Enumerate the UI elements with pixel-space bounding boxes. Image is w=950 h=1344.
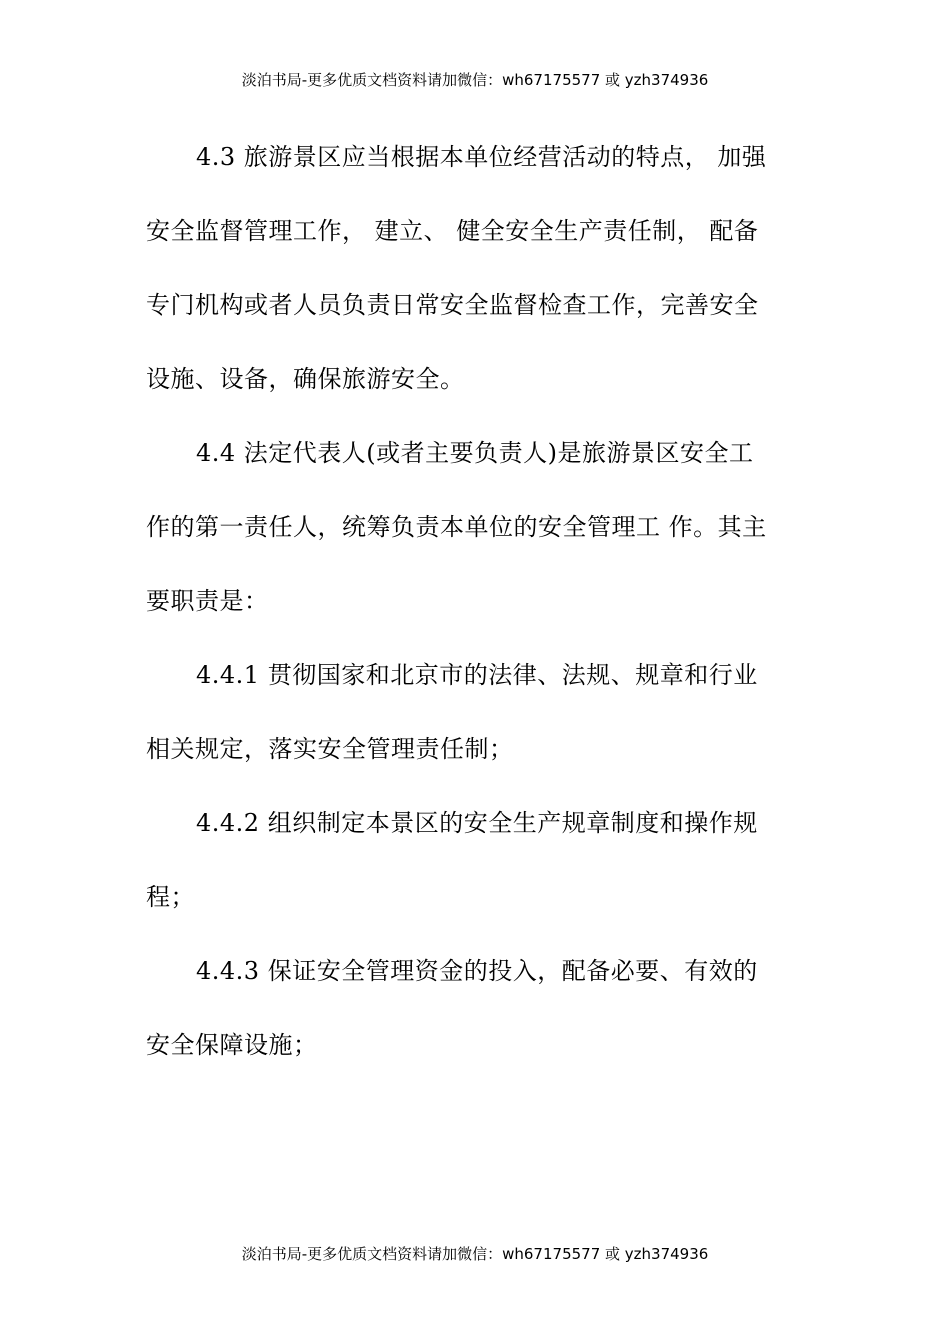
text-line: 安全监督管理工作， 建立、 健全安全生产责任制， 配备 [146,217,759,245]
text-line: 相关规定，落实安全管理责任制； [146,735,514,763]
text-line: 4.4.2 组织制定本景区的安全生产规章制度和操作规 [196,809,758,837]
text-line: 作的第一责任人，统筹负责本单位的安全管理工 作。其主 [146,513,767,541]
page-header: 淡泊书局-更多优质文档资料请加微信：wh67175577 或 yzh374936 [241,71,709,89]
text-line: 程； [146,883,195,911]
text-line: 要职责是： [146,587,269,615]
paragraph-4-4-2 [146,786,806,934]
text-line: 4.4.3 保证安全管理资金的投入，配备必要、有效的 [196,957,758,985]
paragraph-4-4 [146,416,806,638]
text-line: 设施、设备，确保旅游安全。 [146,365,465,393]
page-footer: 淡泊书局-更多优质文档资料请加微信：wh67175577 或 yzh374936 [241,1245,709,1263]
text-line: 专门机构或者人员负责日常安全监督检查工作，完善安全 [146,291,759,319]
text-line: 安全保障设施； [146,1031,318,1059]
text-line: 4.4.1 贯彻国家和北京市的法律、法规、规章和行业 [196,661,758,689]
paragraph-4-3 [146,120,806,416]
paragraph-4-4-1 [146,638,806,786]
text-line: 4.3 旅游景区应当根据本单位经营活动的特点， 加强 [196,143,767,171]
text-line: 4.4 法定代表人(或者主要负责人)是旅游景区安全工 [196,439,754,467]
document-body [146,120,806,1082]
paragraph-4-4-3 [146,934,806,1082]
